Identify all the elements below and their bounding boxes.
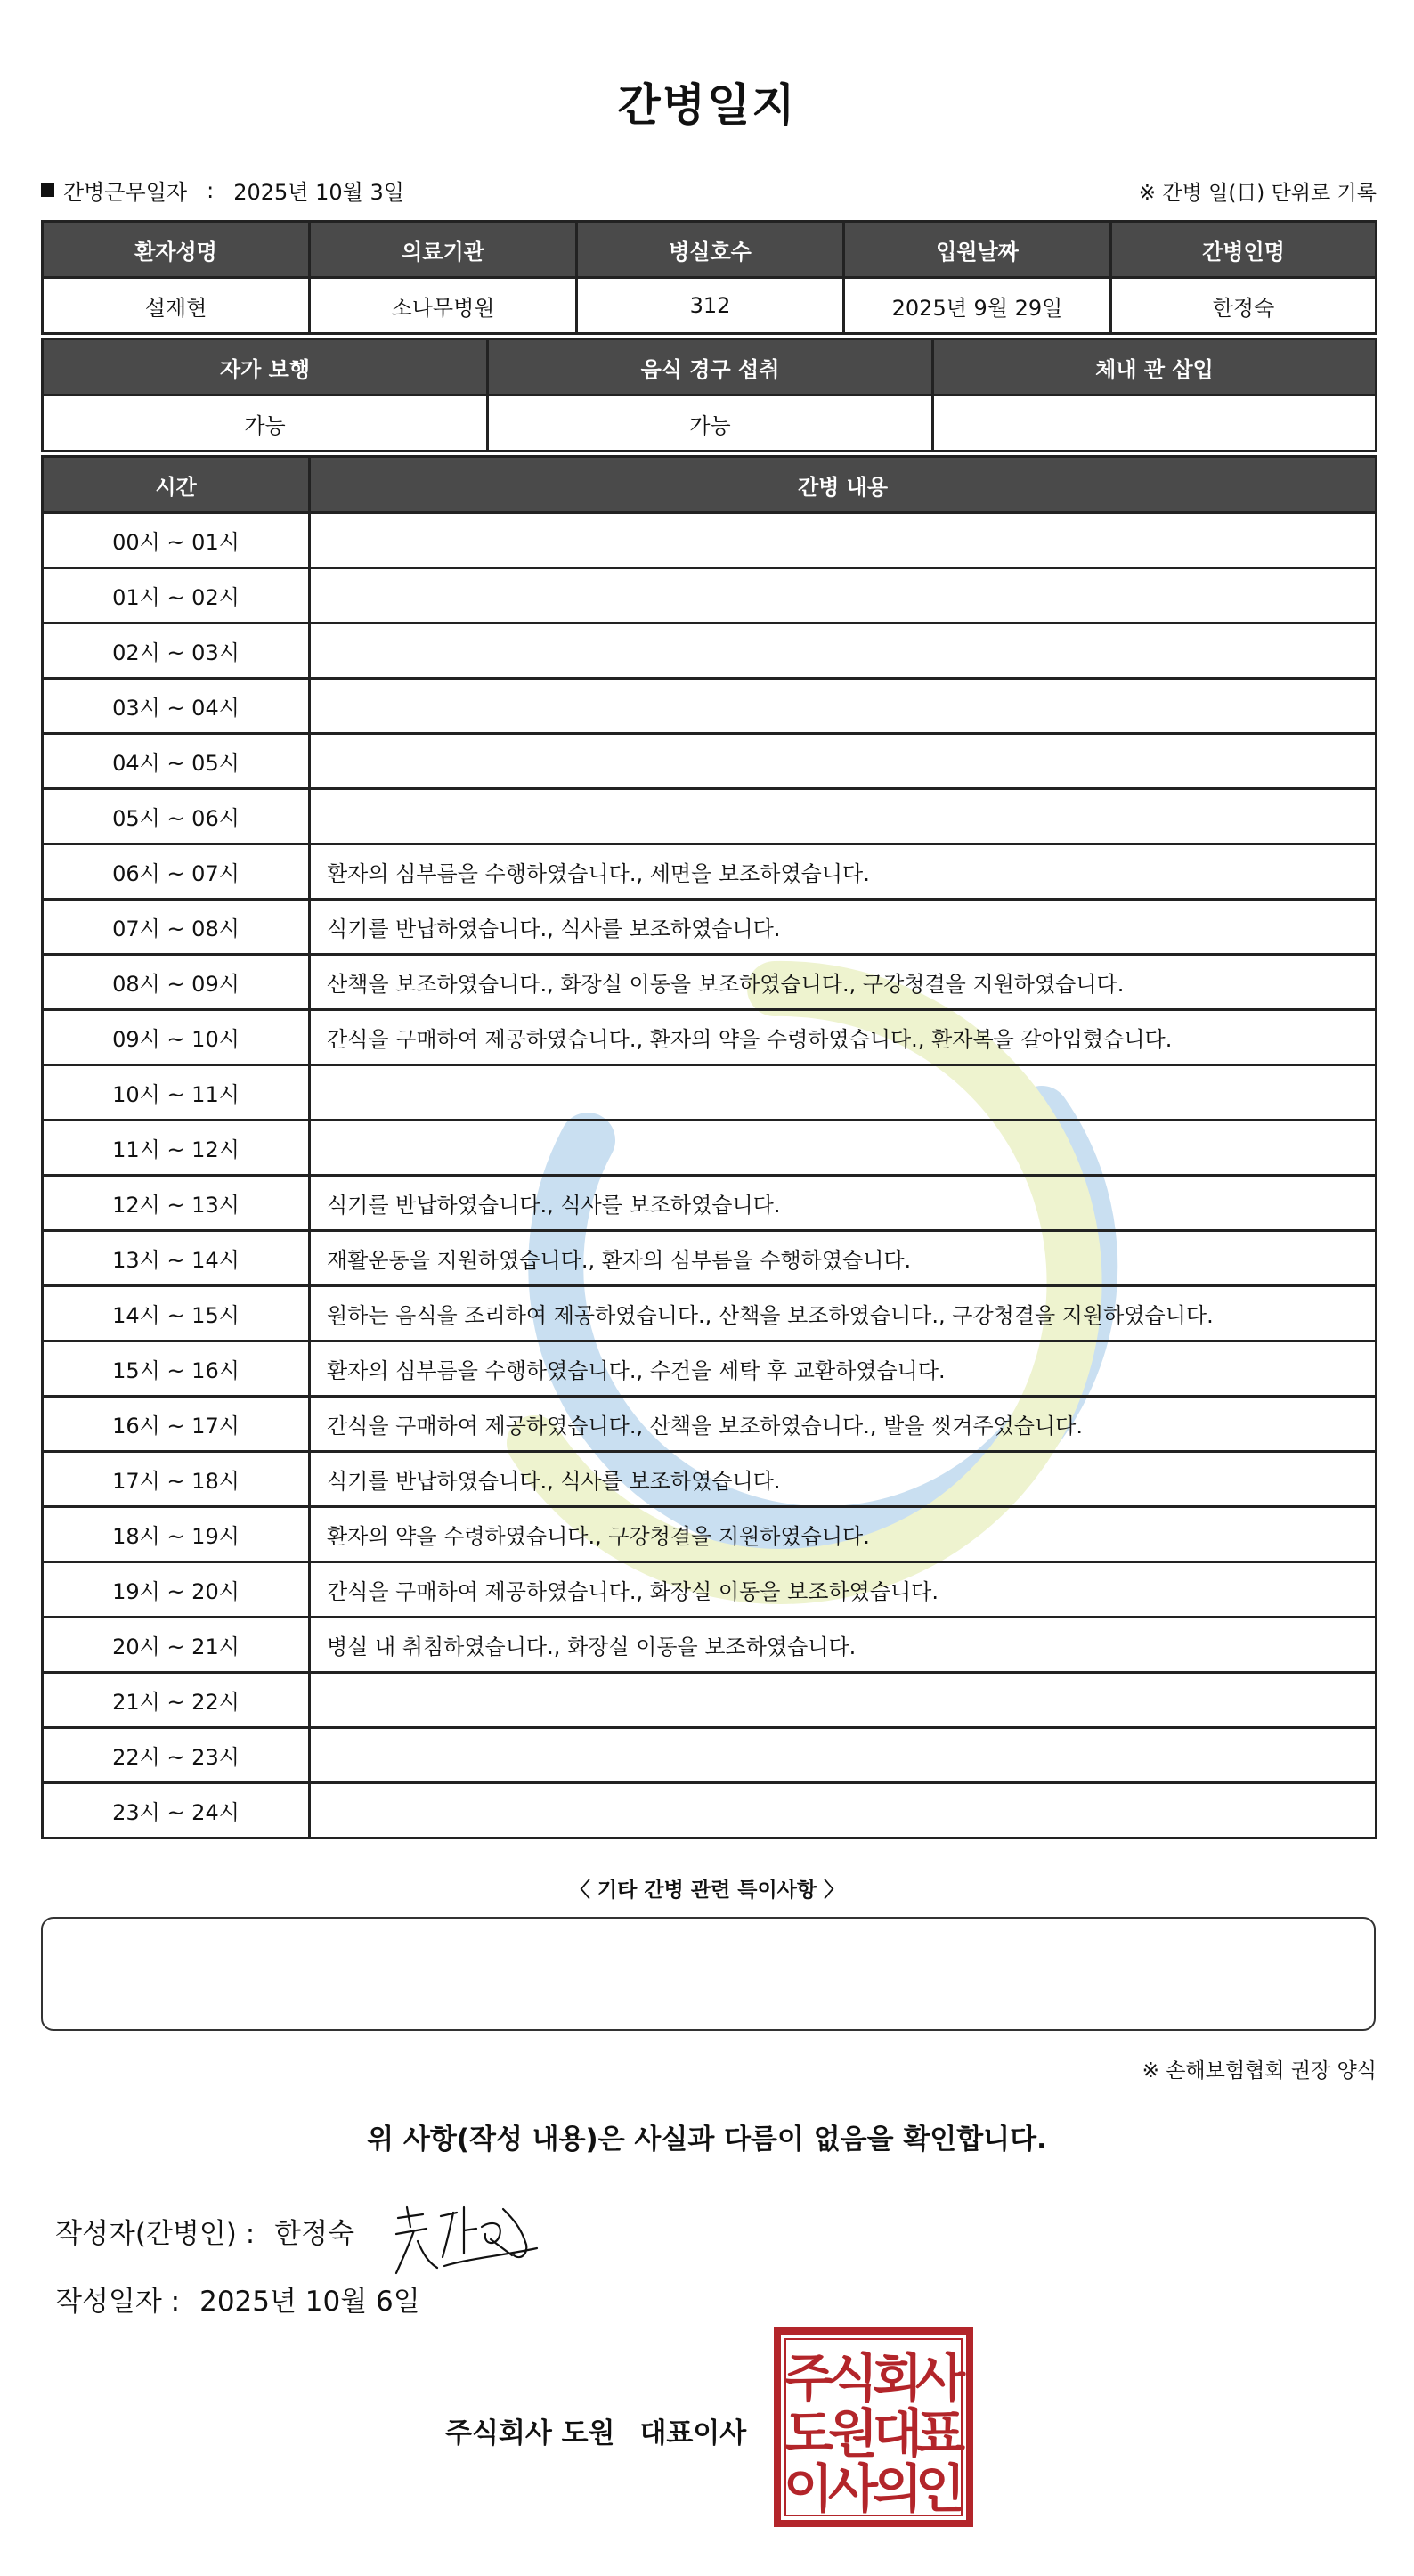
self-walking-value: 가능 (43, 395, 488, 452)
care-content: 간식을 구매하여 제공하였습니다., 환자의 약을 수령하였습니다., 환자복을 갈아입혔습니다. (310, 1010, 1377, 1065)
care-content (310, 1121, 1377, 1176)
care-log-row (43, 1176, 1377, 1231)
notes-title: 〈 기타 간병 관련 특이사항 〉 (569, 1879, 845, 1902)
care-content: 재활운동을 지원하였습니다., 환자의 심부름을 수행하였습니다. (310, 1231, 1377, 1286)
care-log-row (43, 679, 1377, 734)
care-log-row (43, 1231, 1377, 1286)
care-content (310, 734, 1377, 789)
time-slot: 02시 ~ 03시 (43, 624, 310, 679)
work-date-label: 간병근무일자 (63, 180, 188, 205)
written-date-label: 작성일자 : (55, 2286, 181, 2318)
care-content (310, 513, 1377, 568)
care-log-row (43, 1397, 1377, 1452)
ability-header-row (43, 339, 1377, 395)
care-log-row (43, 1783, 1377, 1838)
header-time: 시간 (43, 457, 310, 513)
header-patient-name: 환자성명 (43, 222, 310, 278)
time-slot: 14시 ~ 15시 (43, 1286, 310, 1341)
time-slot: 13시 ~ 14시 (43, 1231, 310, 1286)
svg-text:이: 이 (783, 2458, 834, 2519)
work-date-value: 2025년 10월 3일 (233, 180, 404, 205)
care-content: 간식을 구매하여 제공하였습니다., 산책을 보조하였습니다., 발을 씻겨주었습니다. (310, 1397, 1377, 1452)
written-date-value: 2025년 10월 6일 (199, 2286, 420, 2318)
svg-text:원: 원 (827, 2403, 879, 2464)
time-slot: 00시 ~ 01시 (43, 513, 310, 568)
header-hospital: 의료기관 (310, 222, 577, 278)
care-content (310, 1673, 1377, 1728)
care-log-header-row (43, 457, 1377, 513)
writer-name: 한정숙 (274, 2218, 355, 2250)
patient-info-table (41, 220, 1377, 335)
svg-text:인: 인 (914, 2458, 966, 2519)
room-number: 312 (577, 278, 844, 334)
patient-info-header-row (43, 222, 1377, 278)
svg-text:식: 식 (827, 2348, 879, 2409)
care-log-row (43, 1507, 1377, 1562)
time-slot: 21시 ~ 22시 (43, 1673, 310, 1728)
care-content: 식기를 반납하였습니다., 식사를 보조하였습니다. (310, 1452, 1377, 1507)
header-tube-insertion: 체내 관 삽입 (933, 339, 1377, 395)
care-log-body (43, 513, 1377, 1838)
care-content (310, 1065, 1377, 1121)
company-line (445, 2410, 746, 2450)
care-log-row (43, 1121, 1377, 1176)
care-log-row (43, 1673, 1377, 1728)
svg-text:의: 의 (872, 2458, 923, 2519)
care-log-row (43, 844, 1377, 900)
document-title: 간병일지 (617, 79, 797, 131)
svg-text:회: 회 (872, 2348, 923, 2409)
care-content (310, 679, 1377, 734)
care-log-row (43, 1341, 1377, 1397)
time-slot: 23시 ~ 24시 (43, 1783, 310, 1838)
time-slot: 18시 ~ 19시 (43, 1507, 310, 1562)
care-log-row (43, 955, 1377, 1010)
time-slot: 10시 ~ 11시 (43, 1065, 310, 1121)
care-content (310, 1728, 1377, 1783)
svg-text:사: 사 (827, 2458, 879, 2519)
svg-text:주: 주 (783, 2348, 834, 2409)
care-log-row (43, 1452, 1377, 1507)
header-caregiver-name: 간병인명 (1111, 222, 1377, 278)
header-room-number: 병실호수 (577, 222, 844, 278)
time-slot: 16시 ~ 17시 (43, 1397, 310, 1452)
header-care-content: 간병 내용 (310, 457, 1377, 513)
unit-note: ※ 간병 일(日) 단위로 기록 (1138, 182, 1377, 205)
care-log-row (43, 900, 1377, 955)
confirm-statement: 위 사항(작성 내용)은 사실과 다름이 없음을 확인합니다. (367, 2124, 1047, 2156)
care-log-row (43, 1286, 1377, 1341)
time-slot: 03시 ~ 04시 (43, 679, 310, 734)
time-slot: 22시 ~ 23시 (43, 1728, 310, 1783)
written-date-line (55, 2278, 420, 2319)
time-slot: 19시 ~ 20시 (43, 1562, 310, 1618)
caregiver-name: 한정숙 (1111, 278, 1377, 334)
ability-value-row (43, 395, 1377, 452)
time-slot: 01시 ~ 02시 (43, 568, 310, 624)
time-slot: 17시 ~ 18시 (43, 1452, 310, 1507)
care-log-row (43, 734, 1377, 789)
care-content (310, 789, 1377, 844)
care-log-row (43, 624, 1377, 679)
svg-text:대: 대 (872, 2403, 923, 2464)
care-content (310, 1783, 1377, 1838)
care-content: 산책을 보조하였습니다., 화장실 이동을 보조하였습니다., 구강청결을 지원하였습니다. (310, 955, 1377, 1010)
representative-title: 대표이사 (639, 2417, 747, 2450)
care-log-row (43, 568, 1377, 624)
time-slot: 11시 ~ 12시 (43, 1121, 310, 1176)
work-date: 간병근무일자 : 2025년 10월 3일 (41, 175, 404, 206)
svg-text:사: 사 (914, 2348, 966, 2409)
header-admission-date: 입원날짜 (844, 222, 1111, 278)
care-content: 간식을 구매하여 제공하였습니다., 화장실 이동을 보조하였습니다. (310, 1562, 1377, 1618)
care-content: 원하는 음식을 조리하여 제공하였습니다., 산책을 보조하였습니다., 구강청결을 지원하였습니다. (310, 1286, 1377, 1341)
care-content (310, 568, 1377, 624)
patient-name: 설재현 (43, 278, 310, 334)
care-log-table (41, 455, 1377, 1839)
care-content: 환자의 심부름을 수행하였습니다., 세면을 보조하였습니다. (310, 844, 1377, 900)
recommend-note: ※ 손해보험협회 권장 양식 (1142, 2059, 1377, 2083)
oral-intake-value: 가능 (488, 395, 933, 452)
time-slot: 09시 ~ 10시 (43, 1010, 310, 1065)
notes-box (41, 1917, 1376, 2031)
time-slot: 08시 ~ 09시 (43, 955, 310, 1010)
care-log-row (43, 789, 1377, 844)
care-log-row (43, 1010, 1377, 1065)
care-log-row (43, 1065, 1377, 1121)
company-seal (773, 2327, 974, 2528)
time-slot: 06시 ~ 07시 (43, 844, 310, 900)
time-slot: 20시 ~ 21시 (43, 1618, 310, 1673)
hospital-name: 소나무병원 (310, 278, 577, 334)
company-name: 주식회사 도원 (445, 2417, 615, 2450)
time-slot: 05시 ~ 06시 (43, 789, 310, 844)
care-log-row (43, 1618, 1377, 1673)
care-content: 병실 내 취침하였습니다., 화장실 이동을 보조하였습니다. (310, 1618, 1377, 1673)
time-slot: 12시 ~ 13시 (43, 1176, 310, 1231)
care-log-row (43, 513, 1377, 568)
care-content: 식기를 반납하였습니다., 식사를 보조하였습니다. (310, 900, 1377, 955)
tube-insertion-value (933, 395, 1377, 452)
care-content: 환자의 심부름을 수행하였습니다., 수건을 세탁 후 교환하였습니다. (310, 1341, 1377, 1397)
writer-line (55, 2211, 354, 2251)
care-log-row (43, 1728, 1377, 1783)
header-oral-intake: 음식 경구 섭취 (488, 339, 933, 395)
handwritten-signature (387, 2191, 548, 2289)
time-slot: 07시 ~ 08시 (43, 900, 310, 955)
care-content: 식기를 반납하였습니다., 식사를 보조하였습니다. (310, 1176, 1377, 1231)
writer-label: 작성자(간병인) : (55, 2218, 256, 2250)
time-slot: 15시 ~ 16시 (43, 1341, 310, 1397)
care-log-row (43, 1562, 1377, 1618)
ability-info-table (41, 338, 1377, 452)
time-slot: 04시 ~ 05시 (43, 734, 310, 789)
patient-info-value-row (43, 278, 1377, 334)
admission-date: 2025년 9월 29일 (844, 278, 1111, 334)
care-content (310, 624, 1377, 679)
svg-text:도: 도 (783, 2403, 834, 2464)
header-self-walking: 자가 보행 (43, 339, 488, 395)
care-content: 환자의 약을 수령하였습니다., 구강청결을 지원하였습니다. (310, 1507, 1377, 1562)
bullet-square-icon (41, 183, 54, 197)
svg-text:표: 표 (914, 2403, 966, 2464)
